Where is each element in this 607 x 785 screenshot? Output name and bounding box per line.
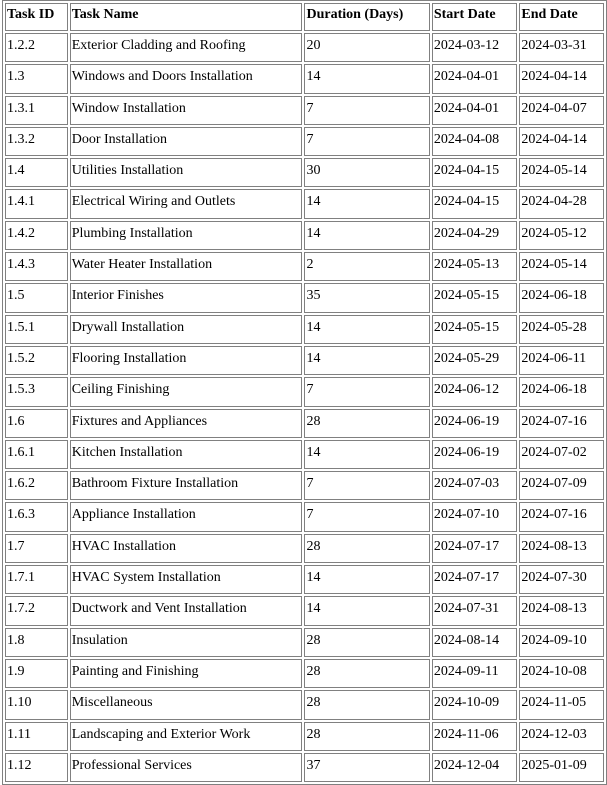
duration-cell: 28: [304, 690, 429, 719]
start-date-cell: 2024-05-29: [432, 346, 518, 375]
table-row: [5, 440, 604, 469]
task-name-cell: Water Heater Installation: [70, 252, 303, 281]
end-date-cell: 2024-07-09: [519, 471, 604, 500]
task-id-cell: 1.3.2: [5, 127, 68, 156]
start-date-cell: 2024-08-14: [432, 628, 518, 657]
table-row: [5, 127, 604, 156]
start-date-cell: 2024-05-15: [432, 315, 518, 344]
task-name-cell: Painting and Finishing: [70, 659, 303, 688]
task-id-cell: 1.6.1: [5, 440, 68, 469]
end-date-cell: 2024-07-16: [519, 409, 604, 438]
duration-cell: 7: [304, 471, 429, 500]
task-id-cell: 1.7: [5, 534, 68, 563]
start-date-cell: 2024-07-17: [432, 534, 518, 563]
duration-cell: 2: [304, 252, 429, 281]
end-date-cell: 2025-01-09: [519, 753, 604, 782]
table-row: [5, 189, 604, 218]
table-row: [5, 659, 604, 688]
task-name-cell: HVAC Installation: [70, 534, 303, 563]
end-date-cell: 2024-08-13: [519, 596, 604, 625]
start-date-cell: 2024-04-01: [432, 96, 518, 125]
start-date-cell: 2024-06-12: [432, 377, 518, 406]
duration-cell: 14: [304, 64, 429, 93]
end-date-cell: 2024-05-14: [519, 252, 604, 281]
task-name-cell: HVAC System Installation: [70, 565, 303, 594]
table-row: [5, 722, 604, 751]
task-id-cell: 1.5.1: [5, 315, 68, 344]
task-name-cell: Window Installation: [70, 96, 303, 125]
task-id-cell: 1.7.2: [5, 596, 68, 625]
column-header-task-name: Task Name: [70, 3, 303, 31]
task-name-cell: Flooring Installation: [70, 346, 303, 375]
table-row: [5, 471, 604, 500]
task-id-cell: 1.5.3: [5, 377, 68, 406]
end-date-cell: 2024-06-18: [519, 283, 604, 312]
task-name-cell: Professional Services: [70, 753, 303, 782]
duration-cell: 7: [304, 127, 429, 156]
start-date-cell: 2024-12-04: [432, 753, 518, 782]
task-name-cell: Miscellaneous: [70, 690, 303, 719]
end-date-cell: 2024-07-16: [519, 502, 604, 531]
task-name-cell: Drywall Installation: [70, 315, 303, 344]
task-id-cell: 1.10: [5, 690, 68, 719]
start-date-cell: 2024-07-31: [432, 596, 518, 625]
task-name-cell: Ceiling Finishing: [70, 377, 303, 406]
task-schedule-table: [2, 0, 607, 785]
table-row: [5, 33, 604, 62]
table-row: [5, 158, 604, 187]
duration-cell: 14: [304, 315, 429, 344]
end-date-cell: 2024-11-05: [519, 690, 604, 719]
start-date-cell: 2024-05-15: [432, 283, 518, 312]
column-header-start-date: Start Date: [432, 3, 518, 31]
duration-cell: 30: [304, 158, 429, 187]
duration-cell: 28: [304, 409, 429, 438]
duration-cell: 7: [304, 502, 429, 531]
task-id-cell: 1.4.1: [5, 189, 68, 218]
task-id-cell: 1.9: [5, 659, 68, 688]
table-row: [5, 283, 604, 312]
table-row: [5, 96, 604, 125]
task-name-cell: Ductwork and Vent Installation: [70, 596, 303, 625]
table-row: [5, 596, 604, 625]
start-date-cell: 2024-06-19: [432, 409, 518, 438]
duration-cell: 35: [304, 283, 429, 312]
task-id-cell: 1.3: [5, 64, 68, 93]
header-row: [5, 3, 604, 31]
table-row: [5, 628, 604, 657]
end-date-cell: 2024-04-14: [519, 127, 604, 156]
task-name-cell: Bathroom Fixture Installation: [70, 471, 303, 500]
end-date-cell: 2024-12-03: [519, 722, 604, 751]
duration-cell: 28: [304, 628, 429, 657]
start-date-cell: 2024-10-09: [432, 690, 518, 719]
table-row: [5, 534, 604, 563]
table-row: [5, 377, 604, 406]
end-date-cell: 2024-03-31: [519, 33, 604, 62]
task-name-cell: Appliance Installation: [70, 502, 303, 531]
task-name-cell: Windows and Doors Installation: [70, 64, 303, 93]
table-body: [5, 33, 604, 782]
table-row: [5, 315, 604, 344]
column-header-task-id: Task ID: [5, 3, 68, 31]
table-row: [5, 221, 604, 250]
task-name-cell: Insulation: [70, 628, 303, 657]
end-date-cell: 2024-04-07: [519, 96, 604, 125]
start-date-cell: 2024-04-08: [432, 127, 518, 156]
end-date-cell: 2024-08-13: [519, 534, 604, 563]
start-date-cell: 2024-04-29: [432, 221, 518, 250]
end-date-cell: 2024-07-30: [519, 565, 604, 594]
task-id-cell: 1.4: [5, 158, 68, 187]
end-date-cell: 2024-06-18: [519, 377, 604, 406]
task-name-cell: Door Installation: [70, 127, 303, 156]
duration-cell: 37: [304, 753, 429, 782]
task-name-cell: Exterior Cladding and Roofing: [70, 33, 303, 62]
task-id-cell: 1.4.3: [5, 252, 68, 281]
task-id-cell: 1.6: [5, 409, 68, 438]
column-header-end-date: End Date: [519, 3, 604, 31]
duration-cell: 14: [304, 346, 429, 375]
duration-cell: 14: [304, 221, 429, 250]
start-date-cell: 2024-07-17: [432, 565, 518, 594]
task-name-cell: Kitchen Installation: [70, 440, 303, 469]
task-id-cell: 1.5.2: [5, 346, 68, 375]
task-id-cell: 1.6.3: [5, 502, 68, 531]
task-id-cell: 1.2.2: [5, 33, 68, 62]
end-date-cell: 2024-06-11: [519, 346, 604, 375]
start-date-cell: 2024-07-10: [432, 502, 518, 531]
table-row: [5, 409, 604, 438]
table-header: [5, 3, 604, 31]
task-id-cell: 1.8: [5, 628, 68, 657]
start-date-cell: 2024-04-01: [432, 64, 518, 93]
table-row: [5, 690, 604, 719]
task-name-cell: Plumbing Installation: [70, 221, 303, 250]
start-date-cell: 2024-07-03: [432, 471, 518, 500]
start-date-cell: 2024-04-15: [432, 189, 518, 218]
duration-cell: 14: [304, 565, 429, 594]
end-date-cell: 2024-10-08: [519, 659, 604, 688]
task-name-cell: Fixtures and Appliances: [70, 409, 303, 438]
table-row: [5, 502, 604, 531]
task-id-cell: 1.3.1: [5, 96, 68, 125]
table-row: [5, 64, 604, 93]
task-id-cell: 1.6.2: [5, 471, 68, 500]
task-name-cell: Interior Finishes: [70, 283, 303, 312]
start-date-cell: 2024-11-06: [432, 722, 518, 751]
start-date-cell: 2024-05-13: [432, 252, 518, 281]
end-date-cell: 2024-05-28: [519, 315, 604, 344]
table-row: [5, 346, 604, 375]
column-header-duration: Duration (Days): [304, 3, 429, 31]
task-id-cell: 1.4.2: [5, 221, 68, 250]
start-date-cell: 2024-04-15: [432, 158, 518, 187]
duration-cell: 7: [304, 96, 429, 125]
task-name-cell: Landscaping and Exterior Work: [70, 722, 303, 751]
end-date-cell: 2024-04-14: [519, 64, 604, 93]
duration-cell: 14: [304, 596, 429, 625]
end-date-cell: 2024-04-28: [519, 189, 604, 218]
end-date-cell: 2024-05-14: [519, 158, 604, 187]
start-date-cell: 2024-03-12: [432, 33, 518, 62]
task-id-cell: 1.12: [5, 753, 68, 782]
task-id-cell: 1.5: [5, 283, 68, 312]
table-row: [5, 753, 604, 782]
duration-cell: 28: [304, 722, 429, 751]
task-id-cell: 1.11: [5, 722, 68, 751]
end-date-cell: 2024-07-02: [519, 440, 604, 469]
start-date-cell: 2024-06-19: [432, 440, 518, 469]
task-id-cell: 1.7.1: [5, 565, 68, 594]
end-date-cell: 2024-05-12: [519, 221, 604, 250]
duration-cell: 14: [304, 189, 429, 218]
table-row: [5, 565, 604, 594]
duration-cell: 28: [304, 659, 429, 688]
duration-cell: 20: [304, 33, 429, 62]
table-row: [5, 252, 604, 281]
task-name-cell: Electrical Wiring and Outlets: [70, 189, 303, 218]
duration-cell: 7: [304, 377, 429, 406]
end-date-cell: 2024-09-10: [519, 628, 604, 657]
start-date-cell: 2024-09-11: [432, 659, 518, 688]
duration-cell: 28: [304, 534, 429, 563]
duration-cell: 14: [304, 440, 429, 469]
task-name-cell: Utilities Installation: [70, 158, 303, 187]
